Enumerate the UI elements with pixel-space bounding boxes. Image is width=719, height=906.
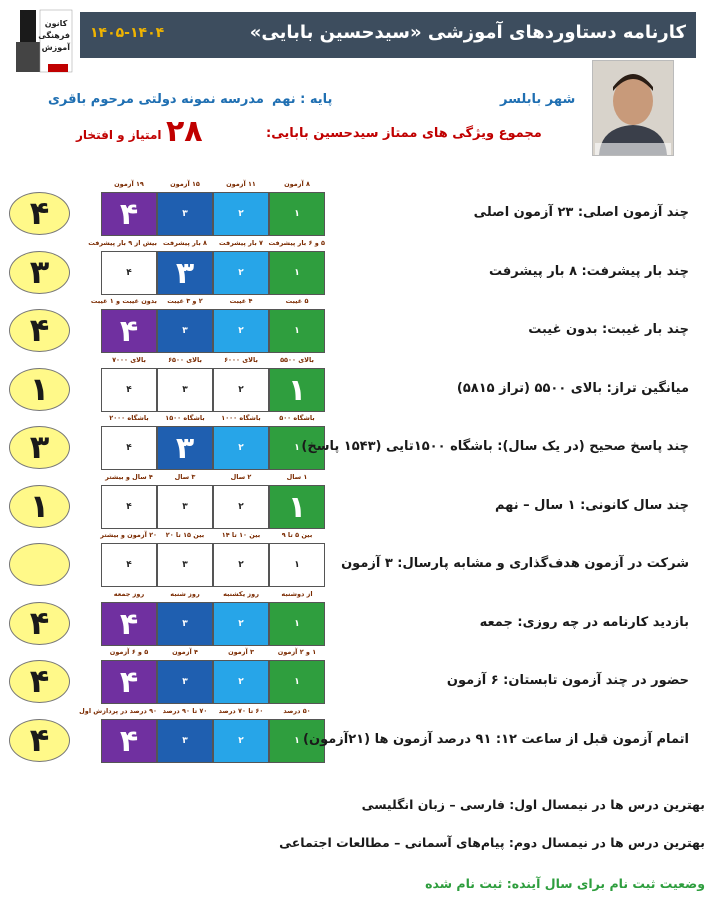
- row-level-labels: [101, 180, 325, 192]
- level-label: باشگاه ۱۵۰۰: [165, 414, 205, 422]
- level-label: بیش از ۹ بار پیشرفت: [88, 239, 157, 247]
- row-score-circle: ۳: [9, 426, 70, 469]
- row-question: اتمام آزمون قبل از ساعت ۱۲: ۹۱ درصد آزمون ها (۲۱آزمون): [303, 732, 689, 747]
- level-box-3: ۳: [157, 251, 213, 295]
- features-title: مجموع ویژگی های ممتاز سیدحسین بابایی:: [266, 126, 542, 141]
- level-box-3: ۳: [157, 485, 213, 529]
- level-label: ۲ و ۳ غیبت: [167, 297, 203, 305]
- page-title: کارنامه دستاوردهای آموزشی «سیدحسین بابایی»: [249, 22, 686, 43]
- level-label: بدون غیبت و ۱ غیبت: [90, 297, 157, 305]
- level-boxes: [101, 660, 325, 704]
- registration-status: وضعیت ثبت نام برای سال آینده: ثبت نام شده: [425, 876, 705, 891]
- level-label: باشگاه ۲۰۰۰: [109, 414, 149, 422]
- level-label: بالای ۶۰۰۰: [224, 356, 258, 364]
- level-label: ۴ سال و بیشتر: [105, 473, 153, 481]
- level-label: ۵ و ۶ بار پیشرفت: [268, 239, 325, 247]
- level-label: بین ۱۵ تا ۲۰: [165, 531, 205, 539]
- row-question: شرکت در آزمون هدف‌گذاری و مشابه پارسال: ۳ آزمون: [341, 556, 689, 571]
- row-score-circle: ۴: [9, 719, 70, 762]
- row-level-labels: [90, 297, 325, 309]
- row-question: میانگین تراز: بالای ۵۵۰۰ (تراز ۵۸۱۵): [456, 381, 689, 396]
- level-box-2: ۲: [213, 251, 269, 295]
- level-box-3: ۳: [157, 368, 213, 412]
- level-label: ۹۰ درصد در پردازش اول: [79, 707, 157, 715]
- row-question: بازدید کارنامه در چه روزی: جمعه: [479, 615, 689, 630]
- level-label: بین ۵ تا ۹: [281, 531, 313, 539]
- level-box-3: ۳: [157, 192, 213, 236]
- row-score-circle: ۴: [9, 660, 70, 703]
- row-level-labels: [79, 707, 325, 719]
- level-box-2: ۲: [213, 543, 269, 587]
- row-question: چند پاسخ صحیح (در یک سال): باشگاه ۱۵۰۰تایی (۱۵۴۳ پاسخ): [301, 439, 689, 454]
- level-box-4: ۴: [101, 251, 157, 295]
- row-question: چند بار پیشرفت: ۸ بار پیشرفت: [488, 264, 689, 279]
- level-label: باشگاه ۱۰۰۰: [221, 414, 261, 422]
- level-label: ۱ سال: [286, 473, 308, 481]
- level-label: روز شنبه: [170, 590, 200, 598]
- row-score-circle: ۳: [9, 251, 70, 294]
- logo-text: کانون فرهنگی آموزش: [38, 19, 70, 52]
- level-label: روز یکشنبه: [223, 590, 259, 598]
- level-box-2: ۲: [213, 719, 269, 763]
- level-label: ۵ غیبت: [285, 297, 309, 305]
- level-box-1: ۱: [269, 719, 325, 763]
- level-label: ۱۹ آزمون: [114, 180, 144, 188]
- level-label: ۱۵ آزمون: [170, 180, 200, 188]
- row-score-circle: ۱: [9, 368, 70, 411]
- level-box-4: ۴: [101, 192, 157, 236]
- row-score-circle: ۴: [9, 602, 70, 645]
- level-label: ۸ آزمون: [284, 180, 310, 188]
- level-box-1: ۱: [269, 251, 325, 295]
- level-box-2: ۲: [213, 485, 269, 529]
- kanoon-logo: [14, 6, 74, 78]
- level-box-1: ۱: [269, 309, 325, 353]
- level-boxes: [101, 543, 325, 587]
- level-label: ۲ سال: [230, 473, 252, 481]
- row-score-circle: ۴: [9, 309, 70, 352]
- level-label: روز جمعه: [113, 590, 145, 598]
- level-box-1: ۱: [269, 602, 325, 646]
- best-lessons-first-term: بهترین درس ها در نیمسال اول: فارسی – زبان انگلیسی: [361, 797, 705, 812]
- total-score: ۲۸: [166, 114, 203, 149]
- page-header: [80, 12, 696, 58]
- level-label: ۴ غیبت: [229, 297, 253, 305]
- level-box-4: ۴: [101, 426, 157, 470]
- level-box-2: ۲: [213, 426, 269, 470]
- level-box-1: ۱: [269, 426, 325, 470]
- level-label: ۳ سال: [174, 473, 196, 481]
- level-box-4: ۴: [101, 485, 157, 529]
- level-box-1: ۱: [269, 660, 325, 704]
- level-box-4: ۴: [101, 719, 157, 763]
- level-label: بین ۱۰ تا ۱۴: [221, 531, 261, 539]
- level-boxes: [101, 485, 325, 529]
- level-label: ۷۰ تا ۹۰ درصد: [162, 707, 208, 715]
- level-box-4: ۴: [101, 543, 157, 587]
- level-box-3: ۳: [157, 309, 213, 353]
- level-label: ۸ بار پیشرفت: [162, 239, 207, 247]
- level-box-3: ۳: [157, 426, 213, 470]
- row-level-labels: [101, 590, 325, 602]
- level-box-1: ۱: [269, 192, 325, 236]
- row-level-labels: [101, 648, 325, 660]
- academic-year: ۱۴۰۵-۱۴۰۴: [90, 25, 165, 41]
- row-level-labels: [101, 356, 325, 368]
- level-box-1: ۱: [269, 543, 325, 587]
- level-boxes: [101, 368, 325, 412]
- level-box-1: ۱: [269, 485, 325, 529]
- row-question: چند بار غیبت: بدون غیبت: [528, 322, 689, 337]
- level-box-2: ۲: [213, 192, 269, 236]
- level-boxes: [101, 602, 325, 646]
- level-label: ۷ بار پیشرفت: [218, 239, 263, 247]
- level-box-2: ۲: [213, 660, 269, 704]
- level-box-4: ۴: [101, 368, 157, 412]
- level-boxes: [101, 309, 325, 353]
- level-box-3: ۳: [157, 602, 213, 646]
- row-level-labels: [101, 414, 325, 426]
- row-score-circle: [9, 543, 70, 586]
- level-label: بالای ۷۰۰۰: [112, 356, 146, 364]
- level-boxes: [101, 426, 325, 470]
- level-label: ۱۱ آزمون: [226, 180, 256, 188]
- row-level-labels: [88, 239, 325, 251]
- row-question: حضور در چند آزمون تابستان: ۶ آزمون: [446, 673, 689, 688]
- level-label: ۲۰ آزمون و بیشتر: [100, 531, 157, 539]
- level-box-2: ۲: [213, 602, 269, 646]
- level-box-3: ۳: [157, 719, 213, 763]
- level-box-1: ۱: [269, 368, 325, 412]
- level-label: ۴ آزمون: [172, 648, 198, 656]
- level-label: ۵۰ درصد: [283, 707, 311, 715]
- student-photo: [592, 60, 674, 156]
- row-question: چند آزمون اصلی: ۲۳ آزمون اصلی: [473, 205, 689, 220]
- level-label: باشگاه ۵۰۰: [279, 414, 315, 422]
- level-boxes: [101, 719, 325, 763]
- level-boxes: [101, 251, 325, 295]
- level-box-3: ۳: [157, 543, 213, 587]
- student-school: مدرسه نمونه دولتی مرحوم باقری: [48, 92, 264, 107]
- level-box-2: ۲: [213, 309, 269, 353]
- level-box-4: ۴: [101, 309, 157, 353]
- level-box-2: ۲: [213, 368, 269, 412]
- level-label: ۶۰ تا ۷۰ درصد: [218, 707, 264, 715]
- row-level-labels: [101, 531, 325, 543]
- best-lessons-second-term: بهترین درس ها در نیمسال دوم: پیام‌های آسمانی – مطالعات اجتماعی: [279, 835, 705, 850]
- level-boxes: [101, 192, 325, 236]
- row-score-circle: ۱: [9, 485, 70, 528]
- level-label: ۳ آزمون: [228, 648, 254, 656]
- row-score-circle: ۴: [9, 192, 70, 235]
- level-label: ۵ و ۶ آزمون: [109, 648, 149, 656]
- level-label: بالای ۵۵۰۰: [280, 356, 314, 364]
- row-question: چند سال کانونی: ۱ سال – نهم: [494, 498, 689, 513]
- student-grade: پایه : نهم: [272, 92, 333, 107]
- level-label: ۱ و ۲ آزمون: [277, 648, 317, 656]
- student-city: شهر بابلسر: [500, 92, 576, 107]
- row-level-labels: [101, 473, 325, 485]
- score-label: امتیاز و افتخار: [76, 128, 162, 142]
- level-box-3: ۳: [157, 660, 213, 704]
- level-label: از دوشنبه: [281, 590, 313, 598]
- level-box-4: ۴: [101, 660, 157, 704]
- level-label: بالای ۶۵۰۰: [168, 356, 202, 364]
- level-box-4: ۴: [101, 602, 157, 646]
